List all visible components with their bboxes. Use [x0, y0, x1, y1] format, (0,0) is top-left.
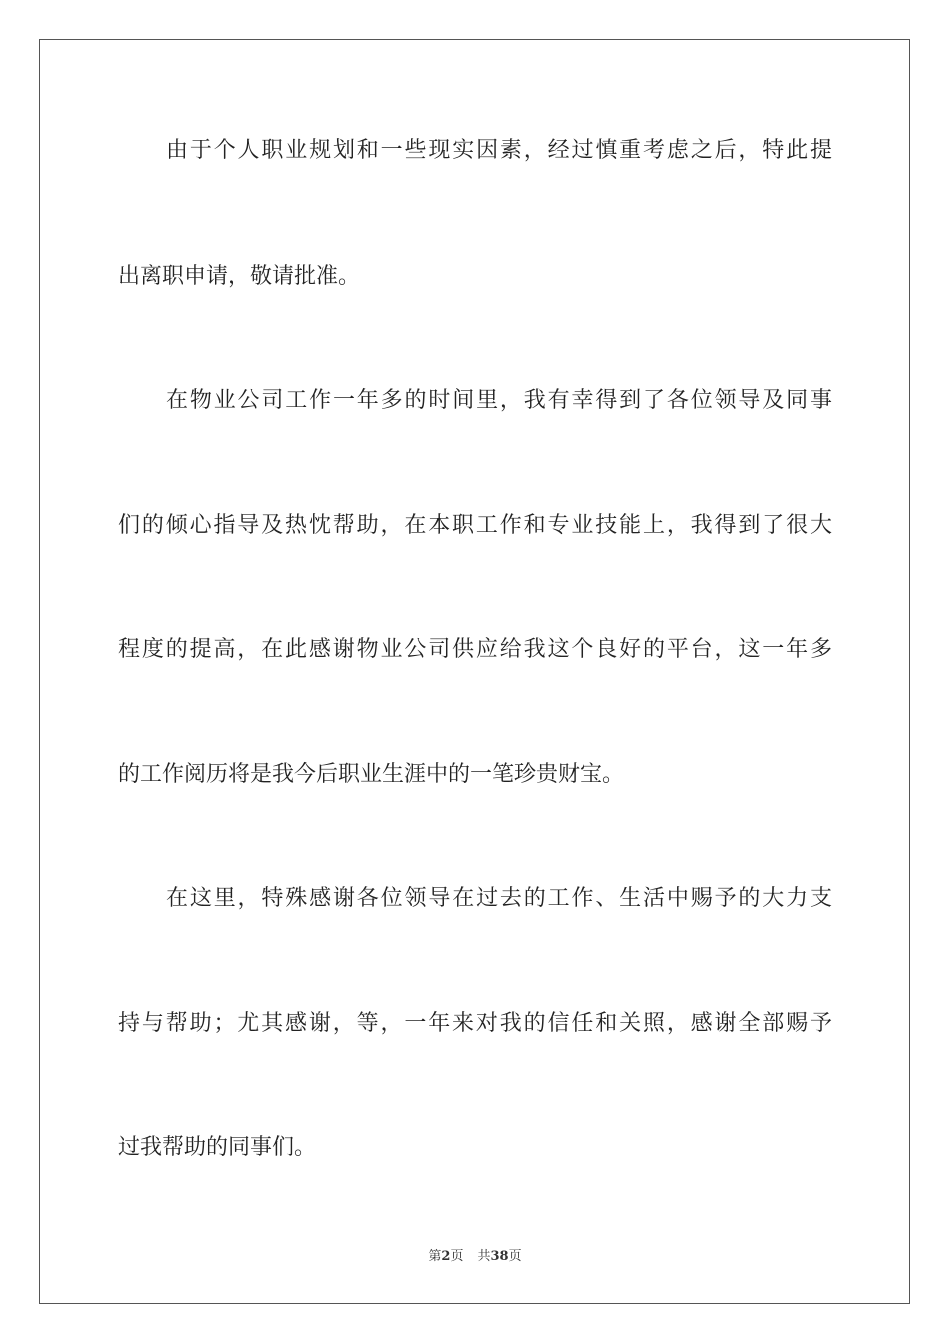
page-number: 2 [441, 1249, 451, 1264]
paragraph-2-line-4: 的工作阅历将是我今后职业生涯中的一笔珍贵财宝。 [118, 762, 625, 787]
paragraph-3-line-2: 持与帮助；尤其感谢，等，一年来对我的信任和关照，感谢全部赐予 [118, 1011, 832, 1036]
paragraph-1-line-1: 由于个人职业规划和一些现实因素，经过慎重考虑之后，特此提 [166, 138, 832, 163]
page-footer [0, 1248, 950, 1266]
page-suffix: 页 [450, 1249, 464, 1264]
paragraph-3-line-1: 在这里，特殊感谢各位领导在过去的工作、生活中赐予的大力支 [166, 886, 832, 911]
paragraph-2-line-2: 们的倾心指导及热忱帮助，在本职工作和专业技能上，我得到了很大 [118, 513, 832, 538]
total-prefix: 共 [477, 1249, 491, 1264]
total-suffix: 页 [508, 1249, 522, 1264]
paragraph-3-line-3: 过我帮助的同事们。 [118, 1135, 317, 1160]
paragraph-2-line-3: 程度的提高，在此感谢物业公司供应给我这个良好的平台，这一年多 [118, 637, 832, 662]
paragraph-1-line-2: 出离职申请，敬请批准。 [118, 264, 361, 289]
total-pages: 38 [490, 1249, 509, 1264]
page-prefix: 第 [428, 1249, 442, 1264]
page-border [39, 39, 910, 1304]
paragraph-2-line-1: 在物业公司工作一年多的时间里，我有幸得到了各位领导及同事 [166, 388, 832, 413]
